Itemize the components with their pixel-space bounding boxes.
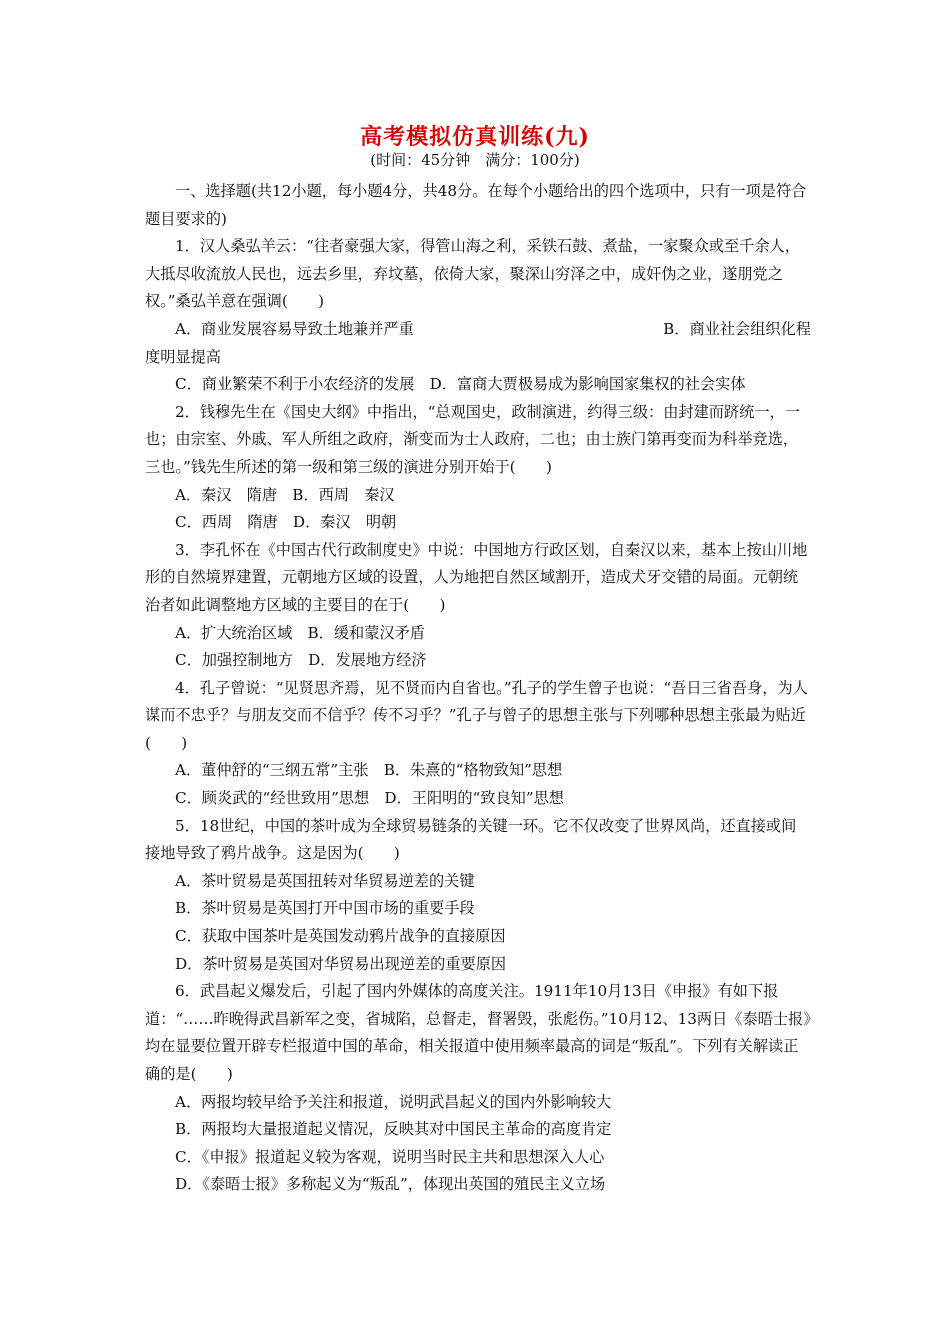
question-3-options-cd: C．加强控制地方 D．发展地方经济 [175, 651, 427, 670]
question-2-stem: 2．钱穆先生在《国史大纲》中指出，“总观国史，政制演进，约得三级：由封建而跻统一，一也；由宗室、外戚、军人所组之政府，渐变而为士人政府，二也；由士族门第再变而为科举竞选，三也。”钱先生所述的第一级和第三级的演进分别开始于( ) [145, 402, 800, 476]
question-5-stem: 5．18世纪，中国的茶叶成为全球贸易链条的关键一环。它不仅改变了世界风尚，还直接或间接地导致了鸦片战争。这是因为( ) [145, 816, 797, 863]
question-1-option-b-continued: 度明显提高 [145, 347, 221, 366]
question-4-options-ab: A．董仲舒的“三纲五常”主张 B．朱熹的“格物致知”思想 [175, 761, 563, 780]
question-1-stem: 1．汉人桑弘羊云：“往者豪强大家，得管山海之利，采铁石鼓、煮盐，一家聚众或至千余人，大抵尽收流放人民也，远去乡里，弃坟墓，依倚大家，聚深山穷泽之中，成奸伪之业，遂朋党之权。”桑弘羊意在强调( ) [145, 237, 800, 311]
question-1-options-cd: C．商业繁荣不利于小农经济的发展 D．富商大贾极易成为影响国家集权的社会实体 [175, 375, 746, 394]
question-5-option-a: A．茶叶贸易是英国扭转对华贸易逆差的关键 [175, 871, 475, 890]
question-2-options-ab: A．秦汉 隋唐 B．西周 秦汉 [175, 485, 395, 504]
section-intro: 一、选择题(共12小题，每小题4分，共48分。在每个小题给出的四个选项中，只有一项是符合题目要求的) [145, 182, 807, 228]
question-6-option-d: D．《泰晤士报》多称起义为“叛乱”，体现出英国的殖民主义立场 [175, 1175, 606, 1194]
question-6-option-a: A．两报均较早给予关注和报道，说明武昌起义的国内外影响较大 [175, 1092, 612, 1111]
page-title: 高考模拟仿真训练(九) [360, 124, 590, 150]
question-3-stem: 3．李孔怀在《中国古代行政制度史》中说：中国地方行政区划，自秦汉以来，基本上按山川地形的自然境界建置，元朝地方区域的设置，人为地把自然区域割开，造成犬牙交错的局面。元朝统治者如此调整地方区域的主要目的在于( ) [145, 540, 808, 614]
question-5-option-b: B．茶叶贸易是英国打开中国市场的重要手段 [175, 899, 475, 918]
question-2-options-cd: C．西周 隋唐 D．秦汉 明朝 [175, 513, 397, 532]
page-subtitle: (时间：45分钟 满分：100分) [370, 151, 580, 169]
question-1-options-ab [145, 316, 811, 344]
question-5-option-d: D．茶叶贸易是英国对华贸易出现逆差的重要原因 [175, 954, 507, 973]
question-6-option-c: C．《申报》报道起义较为客观，说明当时民主共和思想深入人心 [175, 1147, 605, 1166]
question-6-stem: 6．武昌起义爆发后，引起了国内外媒体的高度关注。1911年10月13日《申报》有如下报道：“……昨晚得武昌新军之变，省城陷，总督走，督署毁，张彪伤。”10月12、13两日《泰晤士报》均在显要位置开辟专栏报道中国的革命，相关报道中使用频率最高的词是“叛乱”。下列有关解读正确的是( ) [145, 982, 811, 1083]
question-3-options-ab: A．扩大统治区域 B．缓和蒙汉矛盾 [175, 623, 425, 642]
question-5-option-c: C．获取中国茶叶是英国发动鸦片战争的直接原因 [175, 927, 506, 946]
question-1-option-b: B．商业社会组织化程 [663, 319, 811, 338]
question-1-option-a: A．商业发展容易导致土地兼并严重 [175, 319, 414, 338]
document-body [145, 178, 811, 1199]
question-4-stem: 4．孔子曾说：“见贤思齐焉，见不贤而内自省也。”孔子的学生曾子也说：“吾日三省吾身，为人谋而不忠乎？与朋友交而不信乎？传不习乎？”孔子与曾子的思想主张与下列哪种思想主张最为贴近( ) [145, 678, 808, 752]
question-4-options-cd: C．顾炎武的“经世致用”思想 D．王阳明的“致良知”思想 [175, 789, 564, 808]
question-6-option-b: B．两报均大量报道起义情况，反映其对中国民主革命的高度肯定 [175, 1120, 612, 1139]
